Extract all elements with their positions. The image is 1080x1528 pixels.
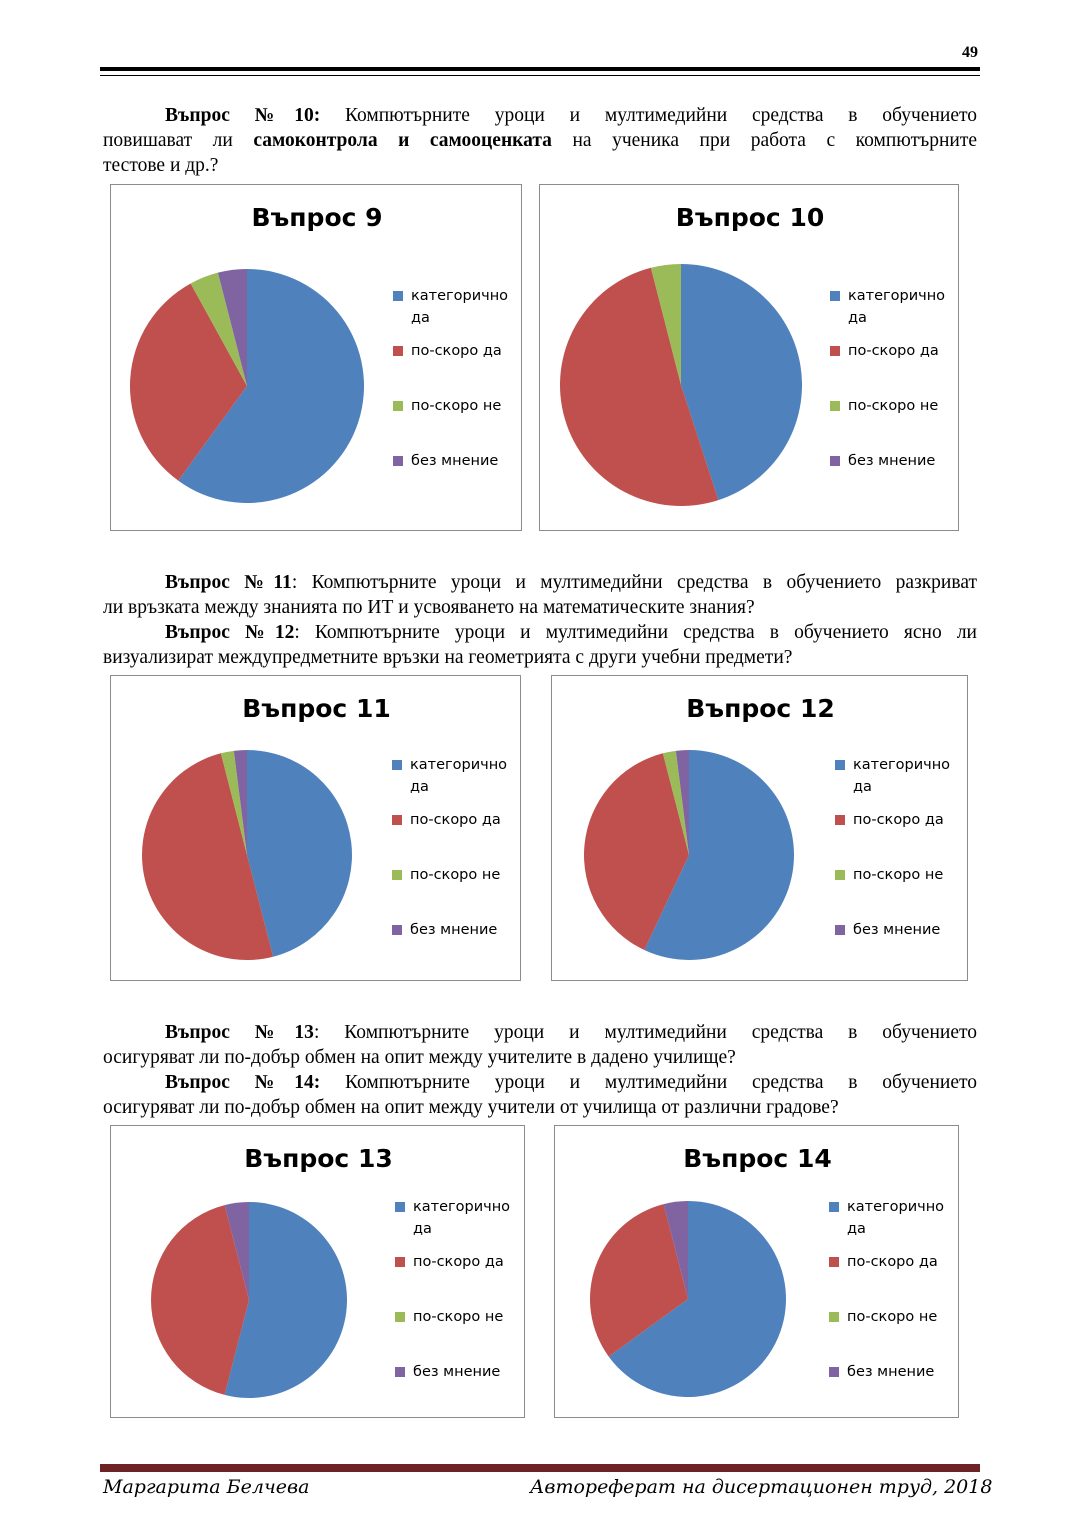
legend-label: категорично да	[413, 1199, 511, 1237]
question-13-text-2: осигуряват ли по-добър обмен на опит между учителите в дадено училище?	[103, 1047, 736, 1068]
legend-swatch	[395, 1312, 405, 1322]
question-10-text-2a: повишават ли	[103, 130, 254, 151]
chart-title: Въпрос 13	[244, 1144, 393, 1173]
legend-swatch	[829, 1312, 839, 1322]
legend-label: по-скоро да	[853, 812, 944, 828]
legend-label: по-скоро не	[853, 867, 944, 883]
legend-swatch	[830, 291, 840, 301]
legend-label: по-скоро не	[413, 1309, 504, 1325]
chart-question-9	[110, 184, 522, 531]
legend-swatch	[395, 1202, 405, 1212]
header-rule-thin	[100, 75, 980, 76]
question-11-paragraph	[103, 570, 977, 620]
question-13-text: : Компютърните уроци и мултимедийни средства в обучението	[313, 1022, 977, 1043]
legend-swatch	[393, 346, 403, 356]
question-10-emphasis: самоконтрола и самооценката	[253, 130, 552, 151]
question-10-text: Компютърните уроци и мултимедийни средства в обучението	[320, 105, 977, 126]
legend-swatch	[829, 1202, 839, 1212]
chart-question-13	[110, 1125, 525, 1418]
question-13-paragraph	[103, 1020, 977, 1070]
chart-question-14	[554, 1125, 959, 1418]
legend-label: по-скоро да	[847, 1254, 938, 1270]
question-14-text: Компютърните уроци и мултимедийни средства в обучението	[320, 1072, 977, 1093]
legend-label: без мнение	[848, 453, 936, 469]
question-10-text-3: тестове и др.?	[103, 155, 219, 176]
question-10-text-2b: на ученика при работа с компютърните	[551, 130, 977, 151]
question-11-text-2: ли връзката между знанията по ИТ и усвояването на математическите знания?	[103, 597, 755, 618]
legend-label: по-скоро да	[410, 812, 501, 828]
legend-swatch	[835, 760, 845, 770]
legend-label: категорично да	[853, 757, 951, 795]
question-12-label: Въпрос №12	[165, 622, 295, 643]
legend-label: без мнение	[413, 1364, 501, 1380]
chart-question-12	[551, 675, 968, 981]
legend-swatch	[830, 346, 840, 356]
legend-swatch	[392, 760, 402, 770]
legend-swatch	[830, 456, 840, 466]
legend-label: без мнение	[853, 922, 941, 938]
chart-title: Въпрос 9	[251, 203, 383, 232]
legend-label: по-скоро не	[848, 398, 939, 414]
chart-question-11	[110, 675, 521, 981]
legend-swatch	[830, 401, 840, 411]
footer-work: Автореферат на дисертационен труд, 2018	[530, 1476, 993, 1498]
chart-title: Въпрос 12	[686, 694, 835, 723]
legend-label: категорично да	[847, 1199, 945, 1237]
legend-label: категорично да	[848, 288, 946, 326]
legend-label: без мнение	[411, 453, 499, 469]
legend-swatch	[835, 925, 845, 935]
chart-title: Въпрос 11	[242, 694, 391, 723]
chart-title: Въпрос 14	[683, 1144, 832, 1173]
legend-label: по-скоро да	[411, 343, 502, 359]
question-14-paragraph	[103, 1070, 977, 1120]
legend-swatch	[835, 815, 845, 825]
legend-swatch	[829, 1367, 839, 1377]
question-10-paragraph	[103, 103, 977, 178]
footer-author: Маргарита Белчева	[103, 1476, 310, 1498]
legend-swatch	[393, 291, 403, 301]
legend-swatch	[392, 925, 402, 935]
legend-swatch	[395, 1367, 405, 1377]
question-14-text-2: осигуряват ли по-добър обмен на опит между учители от училища от различни градове?	[103, 1097, 839, 1118]
chart-question-10	[539, 184, 959, 531]
question-10-label: Въпрос №10:	[165, 105, 321, 126]
question-13-label: Въпрос №13	[165, 1022, 314, 1043]
legend-label: без мнение	[410, 922, 498, 938]
question-12-text-2: визуализират междупредметните връзки на геометрията с други учебни предмети?	[103, 647, 793, 668]
question-12-paragraph	[103, 620, 977, 670]
legend-label: категорично да	[410, 757, 508, 795]
question-11-label: Въпрос №11	[165, 572, 292, 593]
legend-swatch	[829, 1257, 839, 1267]
legend-swatch	[393, 401, 403, 411]
question-14-label: Въпрос №14:	[165, 1072, 321, 1093]
question-12-text: : Компютърните уроци и мултимедийни средства в обучението ясно ли	[294, 622, 977, 643]
legend-label: категорично да	[411, 288, 509, 326]
question-11-text: : Компютърните уроци и мултимедийни средства в обучението разкриват	[291, 572, 977, 593]
footer-rule	[100, 1464, 980, 1472]
legend-label: по-скоро да	[413, 1254, 504, 1270]
page-number: 49	[962, 44, 978, 61]
legend-swatch	[392, 815, 402, 825]
legend-label: по-скоро не	[411, 398, 502, 414]
legend-label: без мнение	[847, 1364, 935, 1380]
chart-title: Въпрос 10	[675, 203, 825, 232]
legend-swatch	[395, 1257, 405, 1267]
legend-swatch	[392, 870, 402, 880]
legend-label: по-скоро не	[410, 867, 501, 883]
header-rule-thick	[100, 67, 980, 71]
legend-swatch	[393, 456, 403, 466]
legend-label: по-скоро не	[847, 1309, 938, 1325]
legend-label: по-скоро да	[848, 343, 939, 359]
legend-swatch	[835, 870, 845, 880]
